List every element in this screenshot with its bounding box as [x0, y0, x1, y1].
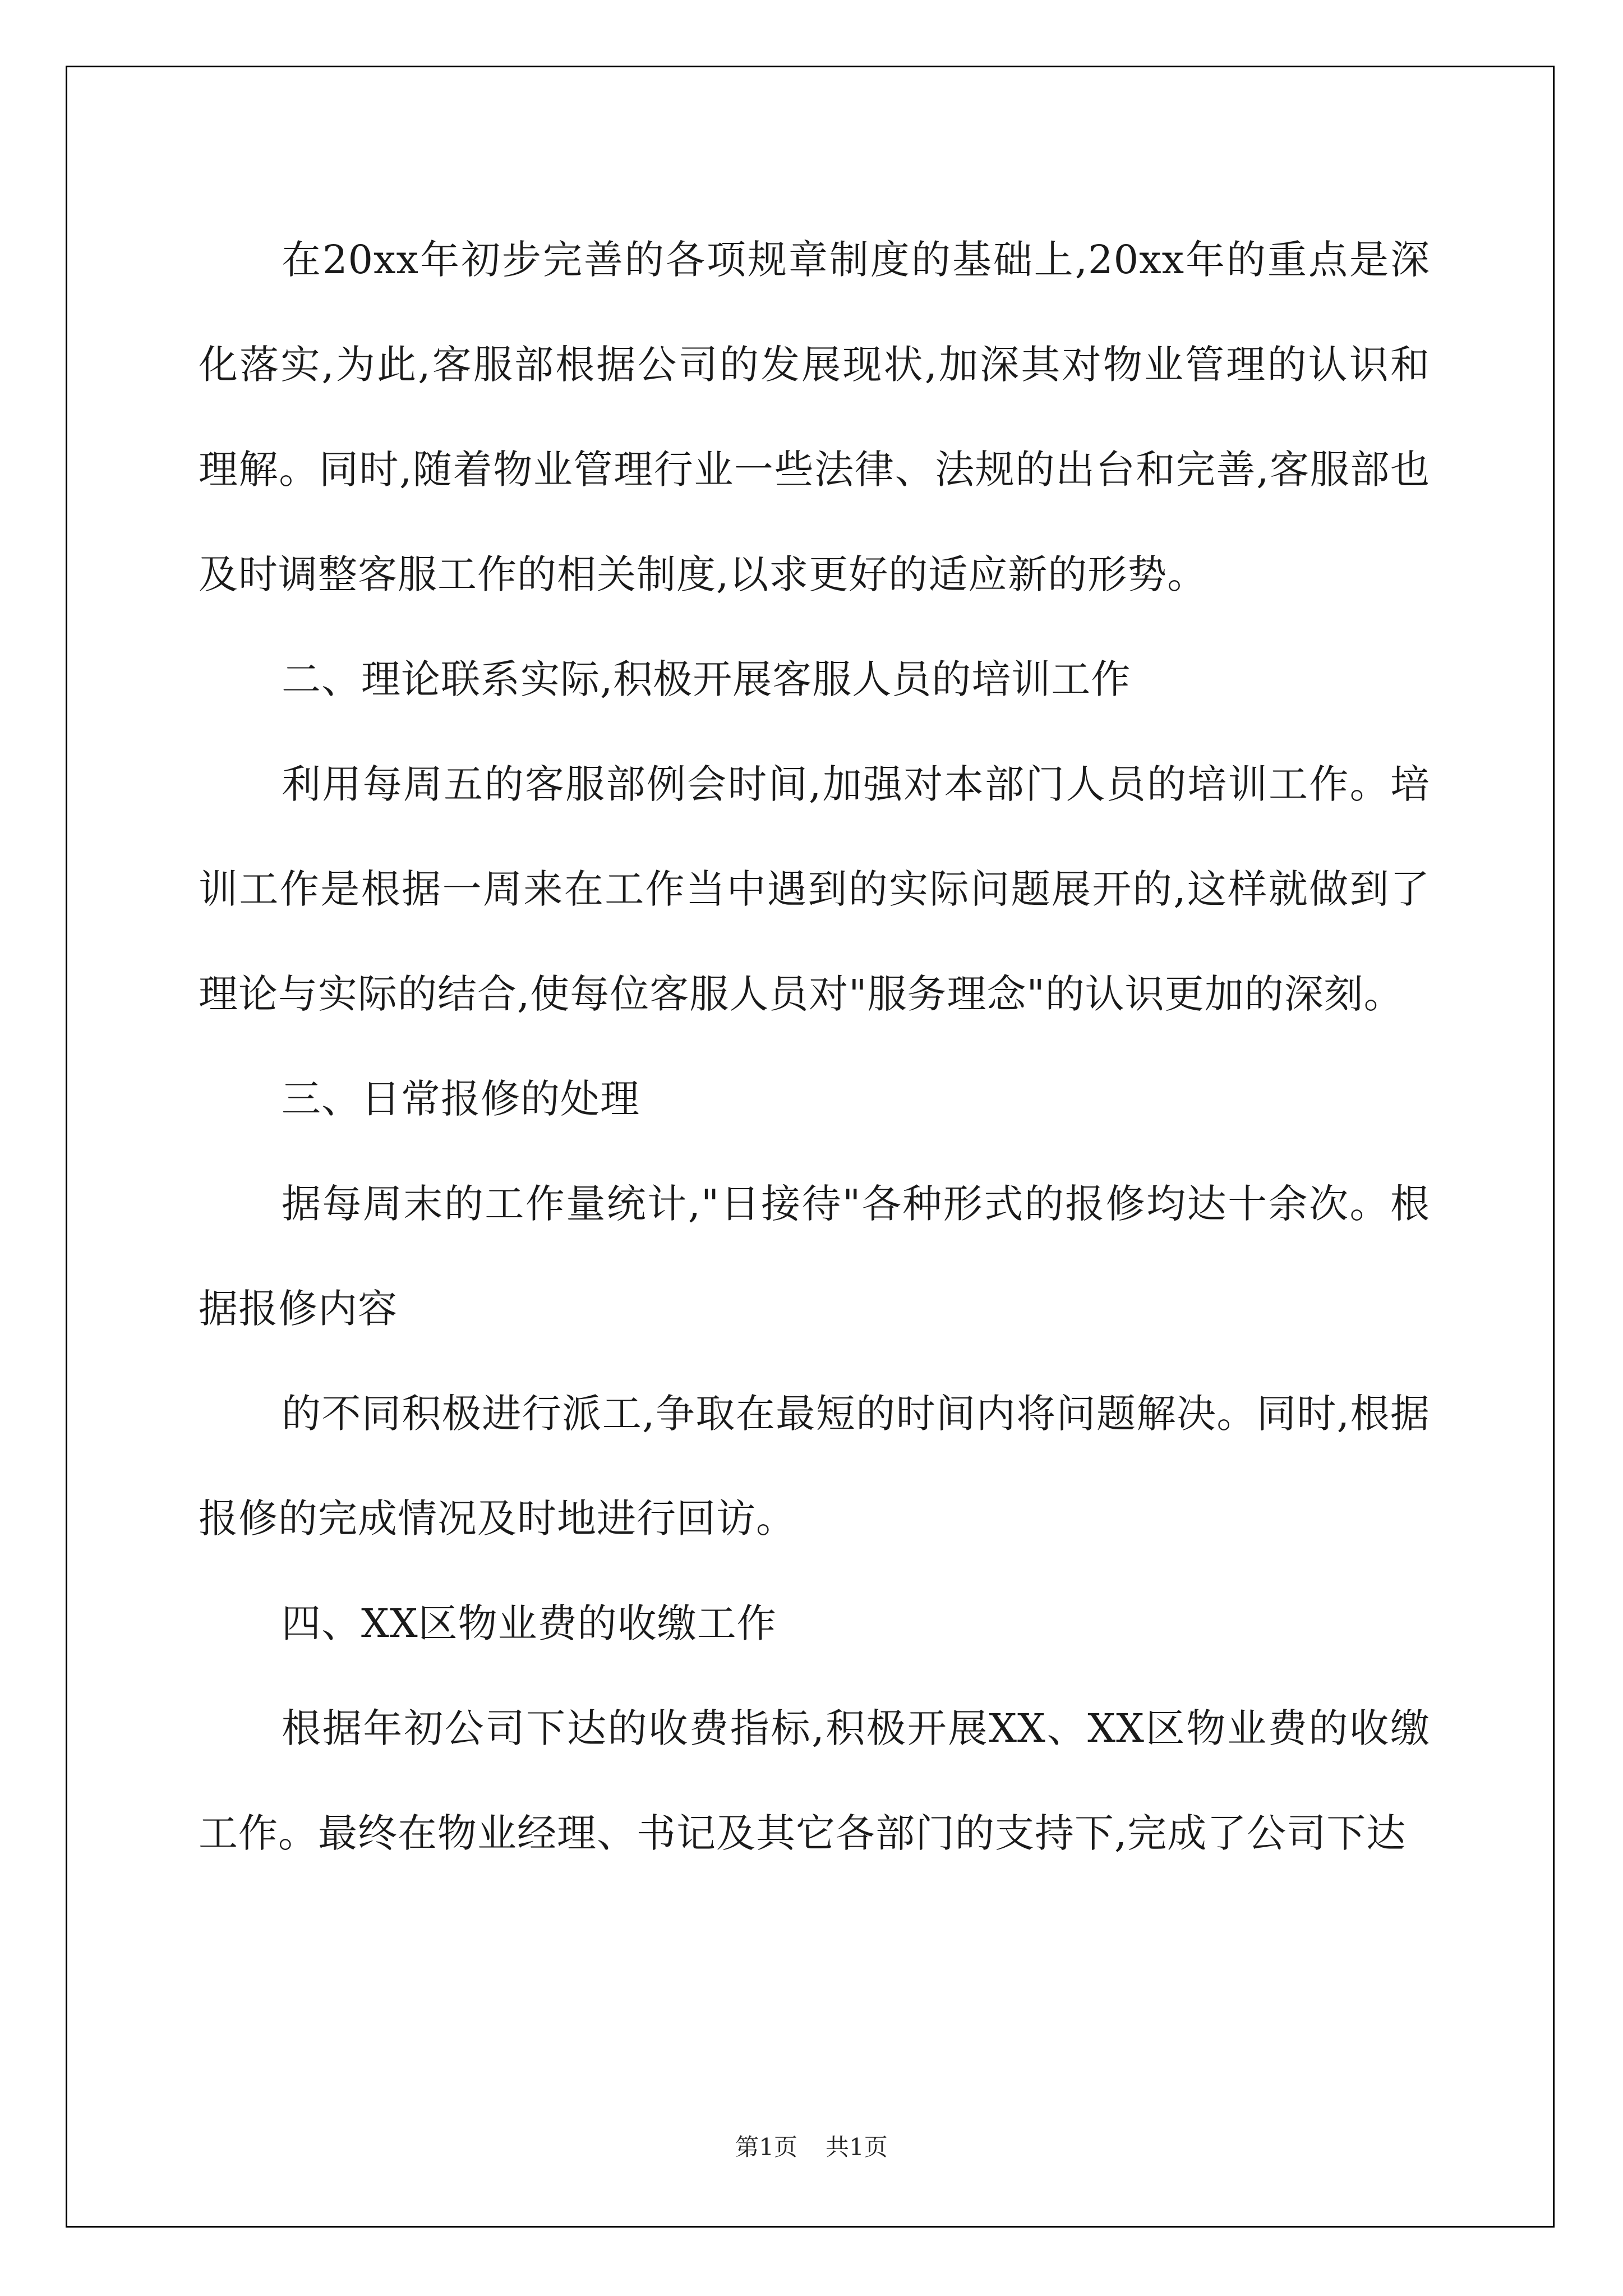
- page-number: 第1页: [735, 2133, 797, 2161]
- paragraph-repairs-1: 据每周末的工作量统计,"日接待"各种形式的报修均达十余次。根据报修内容: [199, 1181, 1430, 1332]
- paragraph-fees: 根据年初公司下达的收费指标,积极开展XX、XX区物业费的收缴工作。最终在物业经理、书记及其它各部门的支持下,完成了公司下达: [199, 1705, 1430, 1856]
- paragraph-intro: 在20xx年初步完善的各项规章制度的基础上,20xx年的重点是深化落实,为此,客服部根据公司的发展现状,加深其对物业管理的认识和理解。同时,随着物业管理行业一些法律、法规的出台和完善,客服部也及时调整客服工作的相关制度,以求更好的适应新的形势。: [199, 237, 1430, 597]
- paragraph-training: 利用每周五的客服部例会时间,加强对本部门人员的培训工作。培训工作是根据一周来在工作当中遇到的实际问题展开的,这样就做到了理论与实际的结合,使每位客服人员对"服务理念"的认识更加的深刻。: [199, 761, 1430, 1017]
- page-footer: [0, 2129, 1623, 2162]
- page-total: 共1页: [826, 2133, 888, 2161]
- paragraph-repairs-2: 的不同积极进行派工,争取在最短的时间内将问题解决。同时,根据报修的完成情况及时地进行回访。: [199, 1391, 1430, 1542]
- section-heading-2: 二、理论联系实际,积极开展客服人员的培训工作: [282, 656, 1131, 702]
- document-body: [199, 208, 1430, 1886]
- section-heading-3: 三、日常报修的处理: [282, 1076, 640, 1122]
- section-heading-4: 四、XX区物业费的收缴工作: [282, 1600, 777, 1646]
